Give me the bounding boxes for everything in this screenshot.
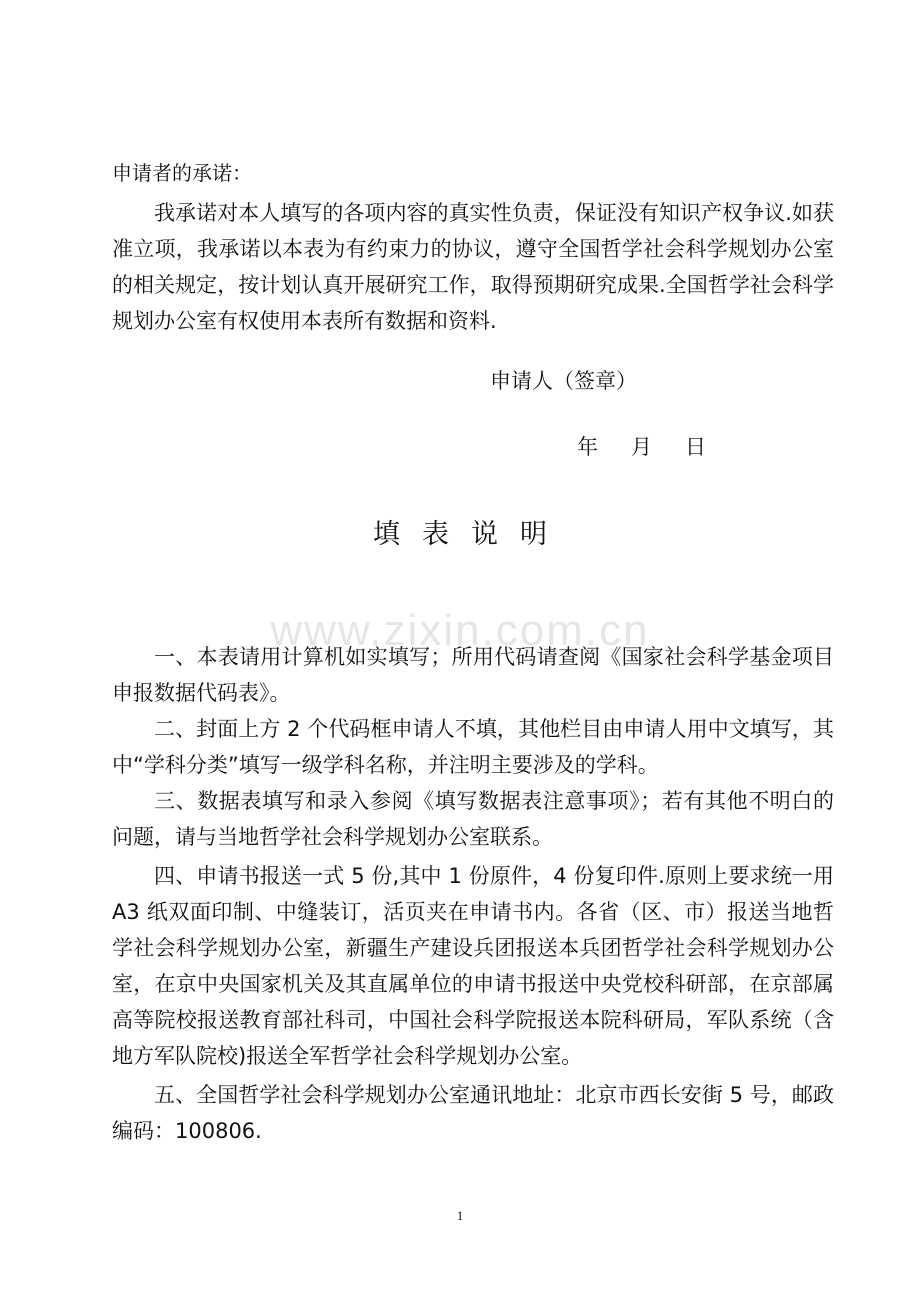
instructions-title: 填表说明 bbox=[373, 519, 569, 550]
date-day-label: 日 bbox=[685, 435, 706, 459]
watermark-text: www.zixin.com.cn bbox=[270, 606, 650, 655]
page-number: 1 bbox=[456, 1208, 464, 1223]
instruction-item-4: 四、申请书报送一式 5 份,其中 1 份原件，4 份复印件.原则上要求统一用 A3 纸双面印制、中缝装订，活页夹在申请书内。各省（区、市）报送当地哲学社会科学规划办公室，新疆生产建设兵团报送本兵团哲学社会科学规划办公室，在京中央国家机关及其直属单位的申请书报送中央党校科研部，在京部属高等院校报送教育部社科司，中国社会科学院报送本院科研局，军队系统（含地方军队院校)报送全军哲学社会科学规划办公室。 bbox=[112, 864, 834, 1068]
applicant-signature-label: 申请人（签章） bbox=[490, 369, 637, 393]
instruction-item-5: 五、全国哲学社会科学规划办公室通讯地址：北京市西长安街 5 号，邮政编码：100806. bbox=[112, 1083, 834, 1143]
instruction-item-2: 二、封面上方 2 个代码框申请人不填，其他栏目由申请人用中文填写，其中“学科分类”填写一级学科名称，并注明主要涉及的学科。 bbox=[112, 717, 834, 777]
pledge-heading: 申请者的承诺： bbox=[112, 161, 252, 185]
instruction-item-1: 一、本表请用计算机如实填写；所用代码请查阅《国家社会科学基金项目申报数据代码表》。 bbox=[112, 645, 834, 705]
date-year-label: 年 bbox=[577, 435, 598, 459]
date-month-label: 月 bbox=[631, 435, 652, 459]
pledge-body: 我承诺对本人填写的各项内容的真实性负责，保证没有知识产权争议.如获准立项，我承诺以本表为有约束力的协议，遵守全国哲学社会科学规划办公室的相关规定，按计划认真开展研究工作，取得预期研究成果.全国哲学社会科学规划办公室有权使用本表所有数据和资料. bbox=[112, 201, 834, 333]
signature-date bbox=[577, 430, 706, 464]
instruction-item-3: 三、数据表填写和录入参阅《填写数据表注意事项》；若有其他不明白的问题，请与当地哲学社会科学规划办公室联系。 bbox=[112, 789, 834, 849]
